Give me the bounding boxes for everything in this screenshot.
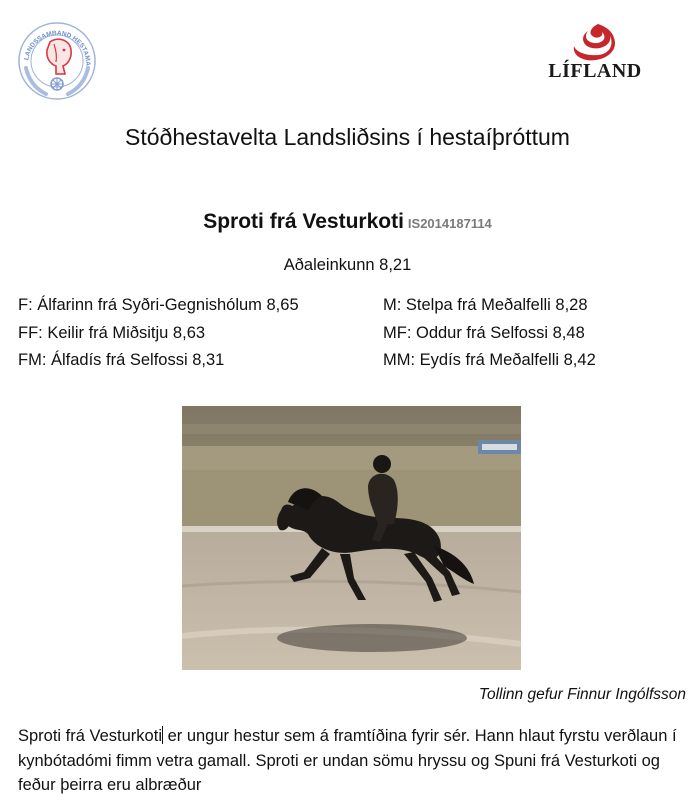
- horse-name: Sproti frá Vesturkoti: [203, 210, 404, 233]
- pedigree-dam: M: Stelpa frá Meðalfelli 8,28: [383, 296, 588, 314]
- pedigree-sire-dam: FM: Álfadís frá Selfossi 8,31: [18, 351, 225, 369]
- lifland-flame-mark-icon: [562, 22, 622, 62]
- pedigree-dam-side: [383, 292, 596, 375]
- photo-caption: Tollinn gefur Finnur Ingólfsson: [478, 686, 686, 703]
- horse-heading: [0, 210, 695, 234]
- pedigree-sire-side: [18, 292, 299, 375]
- horse-association-seal-icon: [16, 20, 98, 102]
- pedigree-dam-dam: MM: Eydís frá Meðalfelli 8,42: [383, 351, 596, 369]
- horse-description: [18, 724, 682, 798]
- seal-ring-text: LANDSSAMBAND HESTAMA: [23, 29, 92, 66]
- lifland-logo: [536, 22, 654, 84]
- horse-registration-id: IS2014187114: [407, 216, 492, 231]
- pedigree-sire-sire: FF: Keilir frá Miðsitju 8,63: [18, 323, 206, 342]
- association-seal-logo: [16, 20, 98, 102]
- description-body: er ungur hestur sem á framtíðina fyrir sér. Hann hlaut fyrstu verðlaun í kynbótadómi fimm vetra gamall. Sproti er undan sömu hryssu og Spuni frá Vesturkoti og feður þeirra eru albræður: [18, 727, 677, 794]
- description-horse-name: Sproti frá Vesturkoti: [18, 727, 162, 745]
- horse-rider-photo-icon: [182, 406, 521, 670]
- pedigree-sire: F: Álfarinn frá Syðri-Gegnishólum 8,65: [18, 296, 299, 314]
- lifland-wordmark: LÍFLAND: [548, 60, 642, 82]
- overall-score: Aðaleinkunn 8,21: [283, 256, 412, 274]
- pedigree-dam-sire: MF: Oddur frá Selfossi 8,48: [383, 323, 585, 342]
- horse-photo: [182, 406, 521, 670]
- document-title: Stóðhestavelta Landsliðsins í hestaíþróttum: [125, 124, 570, 150]
